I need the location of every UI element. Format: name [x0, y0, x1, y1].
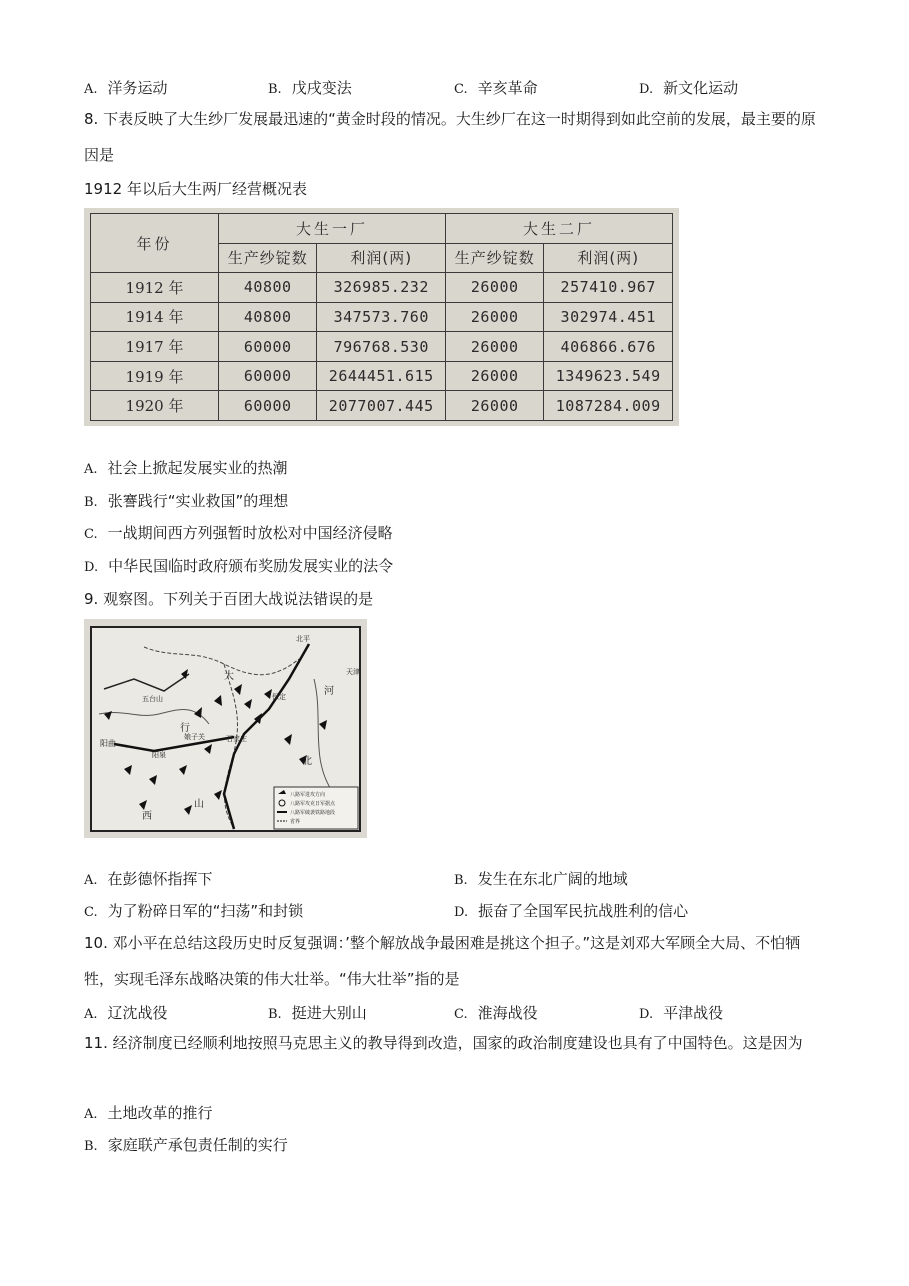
- map-label-shijiazhuang: 石家庄: [226, 735, 247, 743]
- q8-option-d: D. 中华民国临时政府颁布奖励发展实业的法令: [84, 557, 394, 575]
- table-row: 1917 年 60000 796768.530 26000 406866.676: [91, 332, 673, 362]
- map-label-baoding: 保定: [272, 693, 286, 701]
- q9-options-row-1: [84, 868, 824, 888]
- q10-option-a: A. 辽沈战役: [84, 1004, 168, 1022]
- f1-spindles-header: 生产纱锭数: [219, 243, 317, 273]
- legend-border: 省界: [290, 819, 301, 825]
- legend-attack: 八路军进攻方向: [290, 792, 326, 798]
- factory-table-photo: [84, 208, 679, 426]
- map-label-niangziguan: 娘子关: [184, 733, 205, 741]
- q10-options: [84, 1002, 824, 1022]
- map-label-xi: 西: [142, 811, 152, 822]
- f1-profit-header: 利润(两): [317, 243, 446, 273]
- table-row: 1912 年 40800 326985.232 26000 257410.967: [91, 273, 673, 303]
- q9-option-c: C. 为了粉碎日军的“扫荡”和封锁: [84, 902, 304, 920]
- question-10-stem: 10. 邓小平在总结这段历史时反复强调：’整个解放战争最困难是挑这个担子。”这是刘邓大军顾全大局、不怕牺牲，实现毛泽东战略决策的伟大壮举。“伟大壮举”指的是: [84, 934, 801, 988]
- q9-option-b: B. 发生在东北广阔的地域: [454, 870, 628, 888]
- question-9-stem: 9. 观察图。下列关于百团大战说法错误的是: [84, 590, 374, 608]
- table-title: 1912 年以后大生两厂经营概况表: [84, 180, 307, 198]
- prev-question-options: [84, 77, 824, 97]
- factory1-header: 大生一厂: [219, 214, 446, 244]
- q10-option-b: B. 挺进大别山: [268, 1004, 367, 1022]
- map-label-shan: 山: [194, 799, 204, 810]
- map-label-taiyuan: 阳曲: [100, 739, 116, 748]
- map-label-hang: 行: [180, 723, 190, 734]
- q10-option-d: D. 平津战役: [639, 1004, 724, 1022]
- q9-option-d: D. 振奋了全国军民抗战胜利的信心: [454, 902, 689, 920]
- q8-option-c: C. 一战期间西方列强暂时放松对中国经济侵略: [84, 524, 393, 542]
- option-a: A. 洋务运动: [84, 79, 168, 97]
- map-label-bei: 北: [302, 756, 312, 767]
- q10-option-c: C. 淮海战役: [454, 1004, 538, 1022]
- factory2-header: 大生二厂: [446, 214, 673, 244]
- factory-table: [90, 213, 673, 421]
- q9-option-a: A. 在彭德怀指挥下: [84, 870, 213, 888]
- question-11-stem: 11. 经济制度已经顺利地按照马克思主义的教导得到改造，国家的政治制度建设也具有了中国特色。这是因为: [84, 1034, 803, 1052]
- question-8-stem: 8. 下表反映了大生纱厂发展最迅速的“黄金时段的情况。大生纱厂在这一时期得到如此空前的发展，最主要的原因是: [84, 110, 816, 164]
- q8-option-b: B. 张謇践行“实业救国”的理想: [84, 492, 289, 510]
- table-row: 1914 年 40800 347573.760 26000 302974.451: [91, 302, 673, 332]
- q8-option-a: A. 社会上掀起发展实业的热潮: [84, 459, 288, 477]
- map-label-yangquan: 阳泉: [152, 751, 166, 759]
- year-header: 年份: [91, 214, 219, 273]
- option-c: C. 辛亥革命: [454, 79, 538, 97]
- q9-options-row-2: [84, 900, 824, 920]
- legend-stronghold: 八路军攻克日军据点: [290, 801, 336, 807]
- map-label-wutai: 五台山: [142, 695, 163, 703]
- f2-profit-header: 利润(两): [544, 243, 673, 273]
- option-b: B. 戊戌变法: [268, 79, 352, 97]
- map-label-da: 大: [224, 671, 234, 682]
- map-label-beiping: 北平: [296, 635, 310, 643]
- map-label-tianjin: 天津: [346, 668, 360, 676]
- map-label-he: 河: [324, 686, 334, 697]
- f2-spindles-header: 生产纱锭数: [446, 243, 544, 273]
- map-legend: [274, 787, 358, 829]
- table-row: 1920 年 60000 2077007.445 26000 1087284.009: [91, 391, 673, 421]
- hundred-regiments-map: [84, 619, 367, 838]
- table-row: 1919 年 60000 2644451.615 26000 1349623.549: [91, 361, 673, 391]
- q11-option-b: B. 家庭联产承包责任制的实行: [84, 1136, 288, 1154]
- option-d: D. 新文化运动: [639, 79, 739, 97]
- q11-option-a: A. 土地改革的推行: [84, 1104, 213, 1122]
- map-svg: [84, 619, 367, 838]
- legend-railway: 八路军破袭铁路地段: [290, 810, 336, 816]
